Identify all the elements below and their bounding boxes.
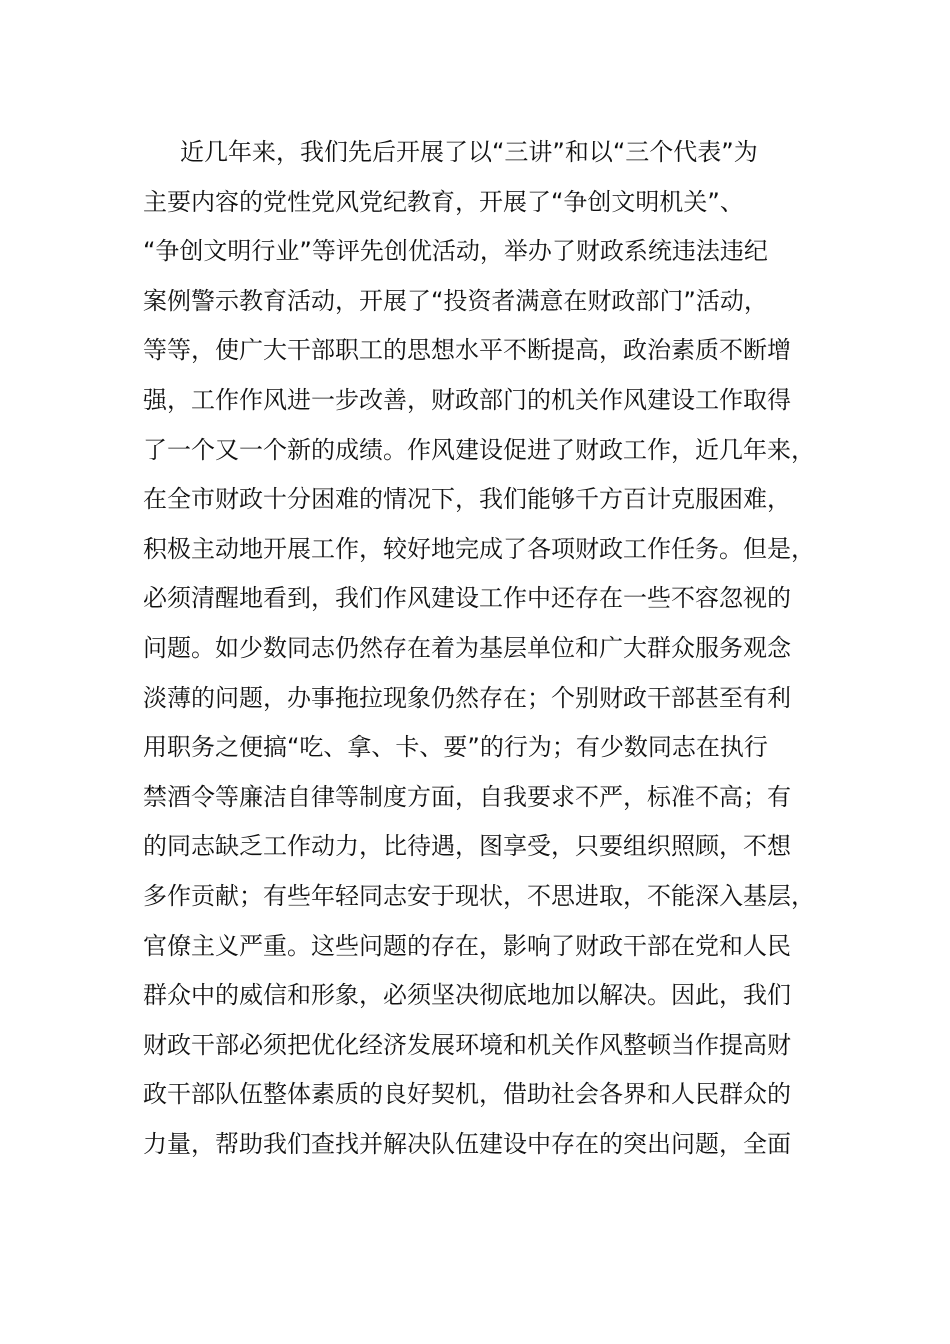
paragraph-line: 案例警示教育活动，开展了“投资者满意在财政部门”活动， (143, 286, 768, 315)
paragraph-line: 淡薄的问题，办事拖拉现象仍然存在；个别财政干部甚至有利 (143, 683, 791, 712)
paragraph-line: 多作贡献；有些年轻同志安于现状，不思进取，不能深入基层， (143, 881, 815, 910)
paragraph-line: 必须清醒地看到，我们作风建设工作中还存在一些不容忽视的 (143, 584, 791, 613)
paragraph-line: 的同志缺乏工作动力，比待遇，图享受，只要组织照顾，不想 (143, 832, 791, 861)
paragraph-line: 强，工作作风进一步改善，财政部门的机关作风建设工作取得 (143, 385, 791, 414)
paragraph-line: 主要内容的党性党风党纪教育，开展了“争创文明机关”、 (143, 187, 744, 216)
paragraph-line: 禁酒令等廉洁自律等制度方面，自我要求不严，标准不高；有 (143, 782, 791, 811)
paragraph-line: 群众中的威信和形象，必须坚决彻底地加以解决。因此，我们 (143, 981, 791, 1010)
paragraph-line: 问题。如少数同志仍然存在着为基层单位和广大群众服务观念 (143, 633, 791, 662)
paragraph-line: 官僚主义严重。这些问题的存在，影响了财政干部在党和人民 (143, 931, 791, 960)
paragraph-line: 积极主动地开展工作，较好地完成了各项财政工作任务。但是， (143, 534, 815, 563)
paragraph-line: 等等，使广大干部职工的思想水平不断提高，政治素质不断增 (143, 336, 791, 365)
body-paragraph (143, 128, 823, 1169)
paragraph-line: 政干部队伍整体素质的良好契机，借助社会各界和人民群众的 (143, 1080, 791, 1109)
paragraph-line: 财政干部必须把优化经济发展环境和机关作风整顿当作提高财 (143, 1030, 791, 1059)
paragraph-line: “争创文明行业”等评先创优活动，举办了财政系统违法违纪 (143, 237, 768, 266)
paragraph-line: 用职务之便搞“吃、拿、卡、要”的行为；有少数同志在执行 (143, 733, 768, 762)
paragraph-line: 近几年来，我们先后开展了以“三讲”和以“三个代表”为 (180, 138, 758, 166)
paragraph-line: 在全市财政十分困难的情况下，我们能够千方百计克服困难， (143, 485, 791, 514)
paragraph-line: 了一个又一个新的成绩。作风建设促进了财政工作，近几年来， (143, 435, 815, 464)
paragraph-line: 力量，帮助我们查找并解决队伍建设中存在的突出问题，全面 (143, 1129, 791, 1158)
